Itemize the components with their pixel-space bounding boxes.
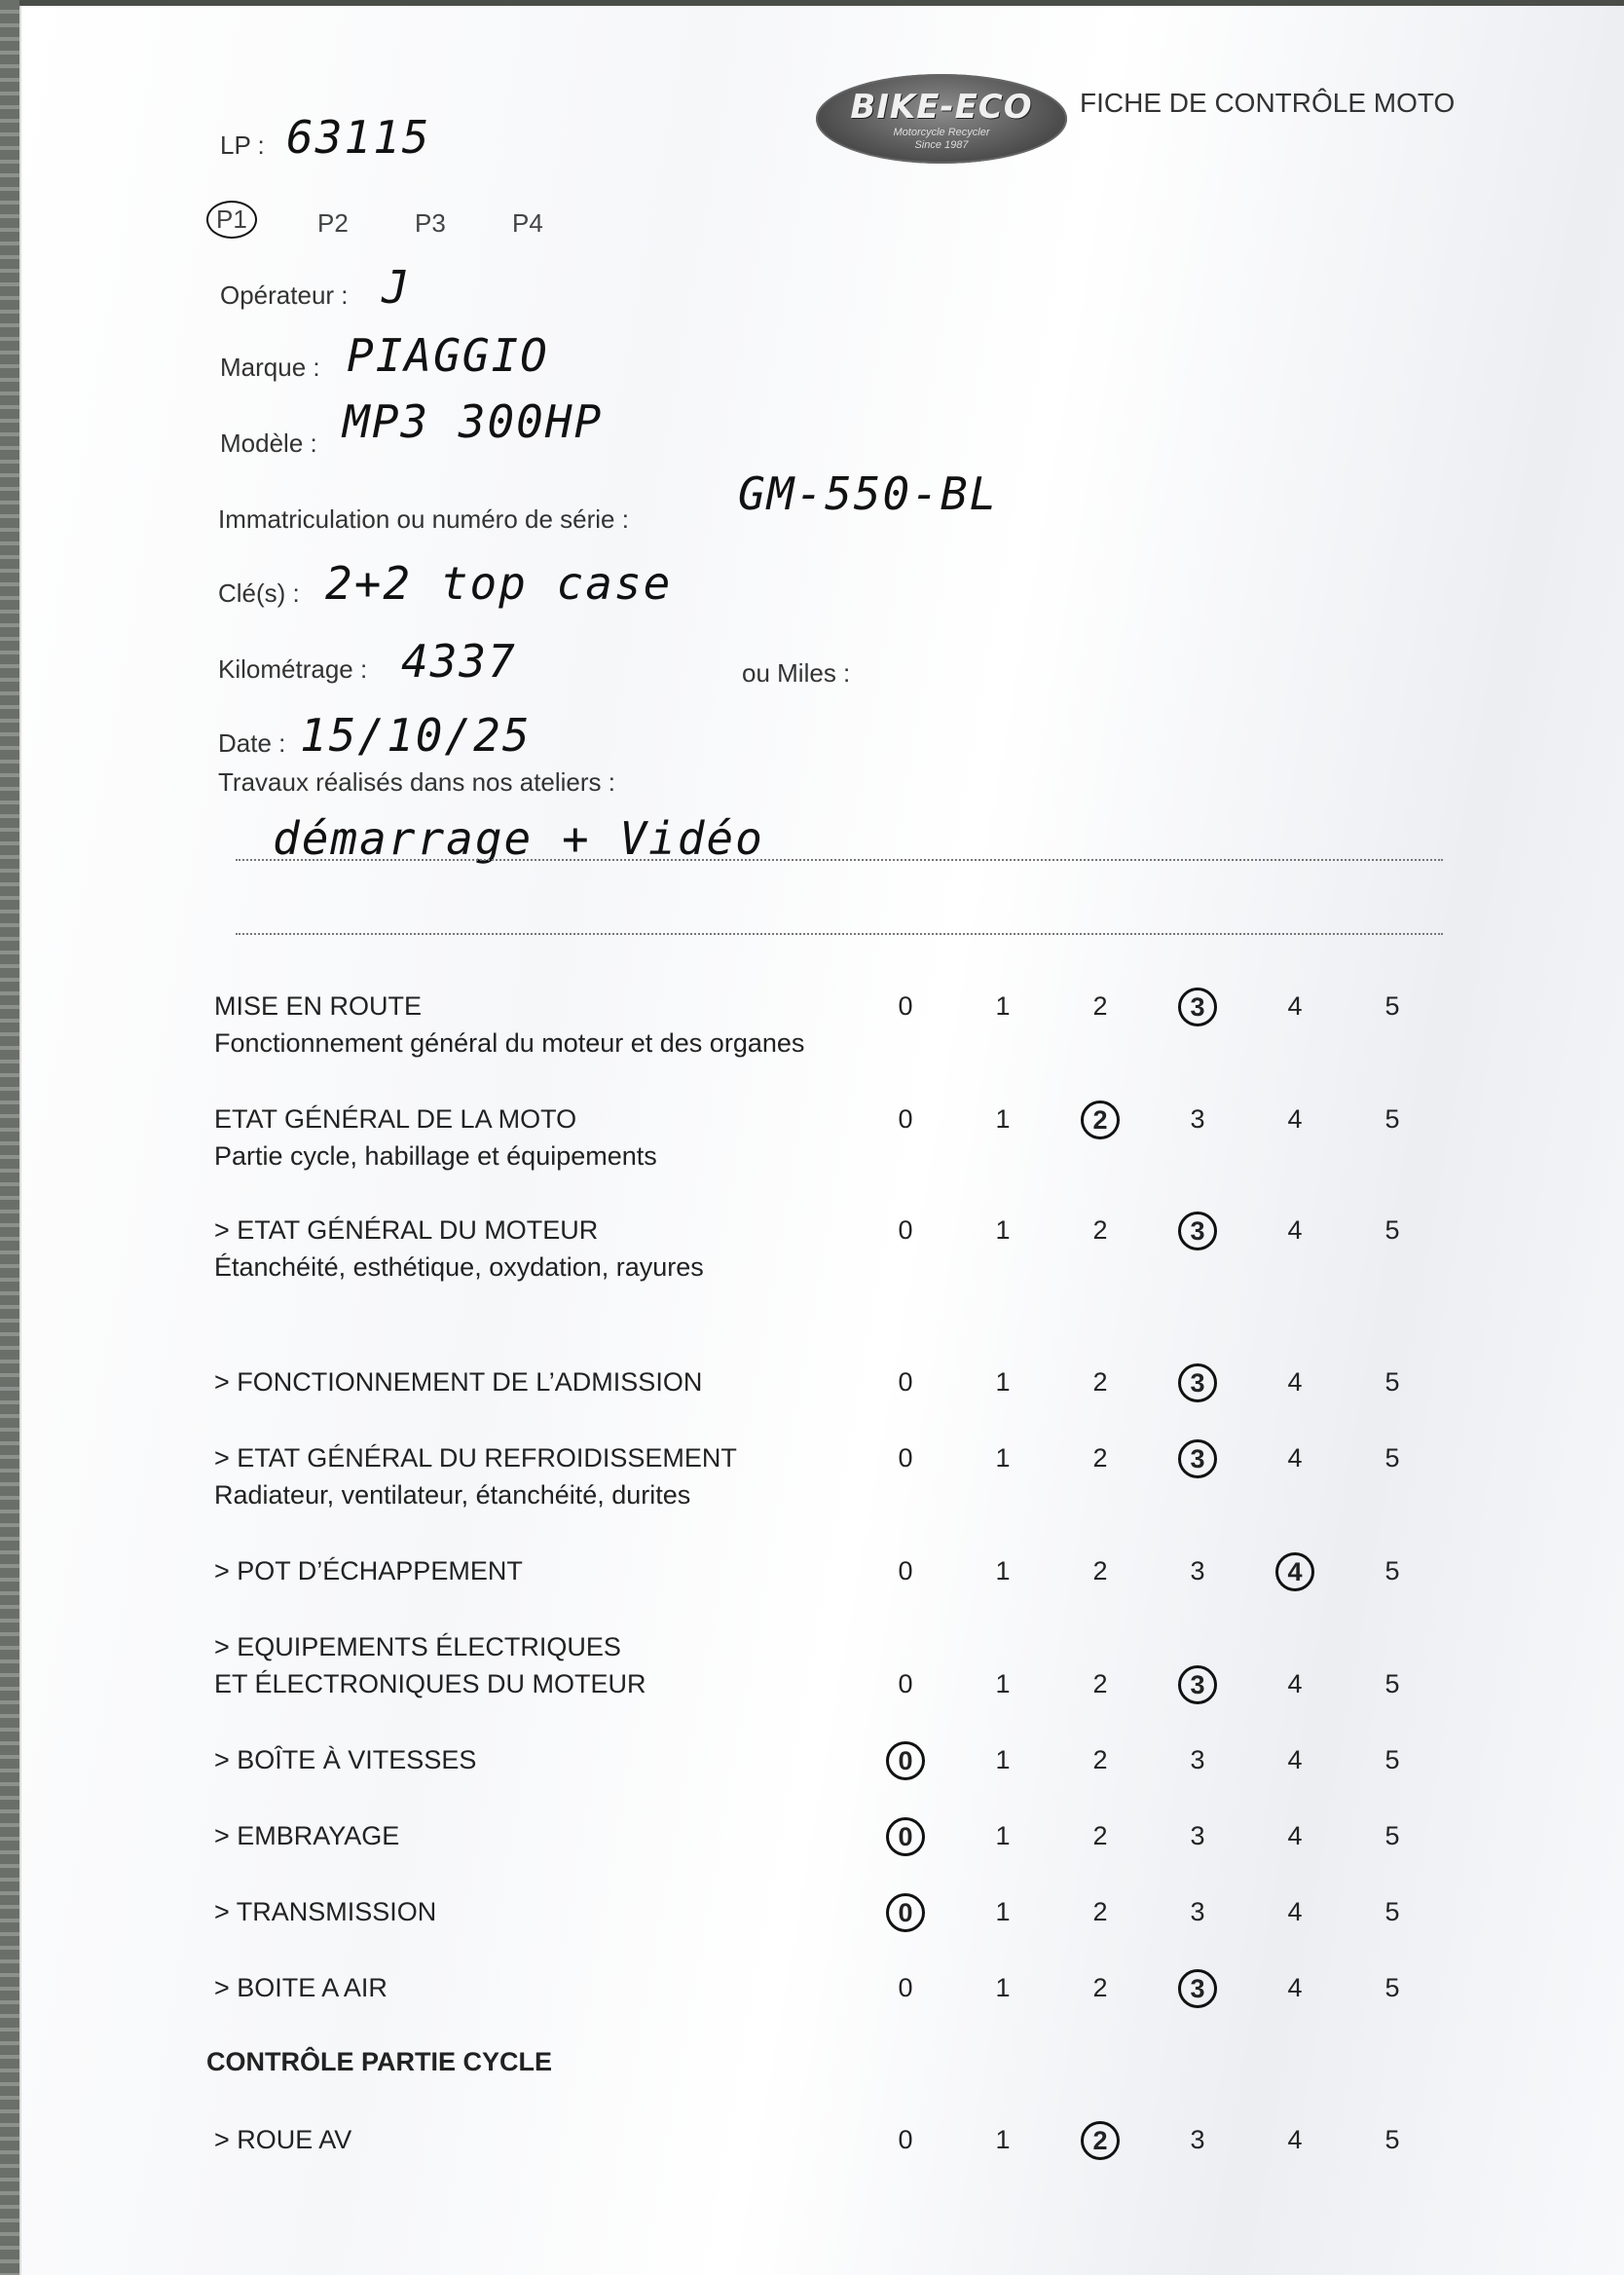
check-row-8-score-0-selected: 0	[886, 1741, 925, 1780]
check-row-8-title: > BOÎTE À VITESSES	[214, 1745, 477, 1774]
cycle-row-1-score-0: 0	[898, 2125, 913, 2154]
check-row-10-score-4: 4	[1287, 1897, 1303, 1926]
marque-label: Marque :	[220, 353, 320, 382]
check-row-3-score-1: 1	[995, 1215, 1011, 1245]
check-row-2-score-2-selected: 2	[1081, 1100, 1120, 1139]
check-row-3-score-0: 0	[898, 1215, 913, 1245]
check-row-1-score-5: 5	[1384, 991, 1400, 1021]
date-value: 15/10/25	[300, 709, 532, 762]
check-row-6-score-3: 3	[1190, 1556, 1205, 1585]
check-row-1-score-0: 0	[898, 991, 913, 1021]
check-row-1-score-3-selected: 3	[1178, 988, 1217, 1026]
kilometrage-label: Kilométrage :	[218, 654, 368, 684]
check-row-10-score-5: 5	[1384, 1897, 1400, 1926]
check-row-6-score-0: 0	[898, 1556, 913, 1585]
check-row-11-score-3-selected: 3	[1178, 1969, 1217, 2008]
check-row-10-score-2: 2	[1092, 1897, 1108, 1926]
check-row-5-score-2: 2	[1092, 1443, 1108, 1473]
cycle-row-1-score-3: 3	[1190, 2125, 1205, 2154]
check-row-2-score-1: 1	[995, 1104, 1011, 1134]
check-row-5-score-0: 0	[898, 1443, 913, 1473]
check-row-1-score-4: 4	[1287, 991, 1303, 1021]
check-row-9-title: > EMBRAYAGE	[214, 1821, 400, 1850]
check-row-1-score-2: 2	[1092, 991, 1108, 1021]
check-row-9-score-0-selected: 0	[886, 1817, 925, 1856]
cycle-row-1-score-4: 4	[1287, 2125, 1303, 2154]
cles-label: Clé(s) :	[218, 578, 300, 608]
check-row-5-title: > ETAT GÉNÉRAL DU REFROIDISSEMENT	[214, 1443, 737, 1473]
check-row-3-score-4: 4	[1287, 1215, 1303, 1245]
check-row-7-score-2: 2	[1092, 1669, 1108, 1698]
check-row-8-score-3: 3	[1190, 1745, 1205, 1774]
cycle-row-1-title: > ROUE AV	[214, 2125, 352, 2154]
check-row-7-subtitle: ET ÉLECTRONIQUES DU MOTEUR	[214, 1669, 646, 1698]
check-row-8-score-5: 5	[1384, 1745, 1400, 1774]
bike-eco-logo: BIKE-ECO Motorcycle Recycler Since 1987	[816, 74, 1067, 164]
check-row-3-score-5: 5	[1384, 1215, 1400, 1245]
check-row-11-score-0: 0	[898, 1973, 913, 2002]
check-row-7-score-1: 1	[995, 1669, 1011, 1698]
check-row-9-score-5: 5	[1384, 1821, 1400, 1850]
control-sheet	[19, 6, 1624, 2275]
position-p4: P4	[512, 208, 543, 238]
check-row-2-subtitle: Partie cycle, habillage et équipements	[214, 1141, 657, 1171]
check-row-9-score-2: 2	[1092, 1821, 1108, 1850]
check-row-10-score-1: 1	[995, 1897, 1011, 1926]
check-row-11-title: > BOITE A AIR	[214, 1973, 388, 2002]
check-row-9-score-3: 3	[1190, 1821, 1205, 1850]
date-label: Date :	[218, 728, 286, 758]
check-row-11-score-2: 2	[1092, 1973, 1108, 2002]
check-row-8-score-4: 4	[1287, 1745, 1303, 1774]
check-row-5-score-3-selected: 3	[1178, 1439, 1217, 1478]
operateur-value: J	[382, 261, 411, 314]
check-row-2-title: ETAT GÉNÉRAL DE LA MOTO	[214, 1104, 577, 1134]
check-row-7-score-5: 5	[1384, 1669, 1400, 1698]
check-row-1-score-1: 1	[995, 991, 1011, 1021]
immatriculation-value: GM-550-BL	[738, 467, 999, 520]
check-row-7-score-4: 4	[1287, 1669, 1303, 1698]
check-row-5-score-1: 1	[995, 1443, 1011, 1473]
check-row-3-score-2: 2	[1092, 1215, 1108, 1245]
check-row-11-score-5: 5	[1384, 1973, 1400, 2002]
check-row-7-title: > EQUIPEMENTS ÉLECTRIQUES	[214, 1632, 621, 1661]
modele-value: MP3 300HP	[343, 395, 604, 448]
lp-label: LP :	[220, 131, 265, 160]
check-row-6-score-2: 2	[1092, 1556, 1108, 1585]
check-row-4-score-2: 2	[1092, 1367, 1108, 1397]
operateur-label: Opérateur :	[220, 280, 349, 310]
check-row-6-score-4-selected: 4	[1275, 1552, 1314, 1591]
cycle-row-1-score-2-selected: 2	[1081, 2121, 1120, 2160]
marque-value: PIAGGIO	[347, 329, 549, 382]
position-p1: P1	[206, 201, 257, 239]
lp-value: 63115	[286, 111, 431, 164]
travaux-line-2	[236, 933, 1443, 935]
check-row-11-score-4: 4	[1287, 1973, 1303, 2002]
check-row-2-score-0: 0	[898, 1104, 913, 1134]
binder-edge	[0, 0, 19, 2275]
position-p3: P3	[415, 208, 446, 238]
check-row-7-score-3-selected: 3	[1178, 1665, 1217, 1704]
check-row-4-title: > FONCTIONNEMENT DE L’ADMISSION	[214, 1367, 703, 1397]
travaux-label: Travaux réalisés dans nos ateliers :	[218, 767, 616, 797]
travaux-value: démarrage + Vidéo	[273, 812, 764, 865]
check-row-6-score-5: 5	[1384, 1556, 1400, 1585]
check-row-4-score-5: 5	[1384, 1367, 1400, 1397]
travaux-line-1	[236, 859, 1443, 861]
check-row-5-score-5: 5	[1384, 1443, 1400, 1473]
cycle-row-1-score-5: 5	[1384, 2125, 1400, 2154]
check-row-4-score-4: 4	[1287, 1367, 1303, 1397]
check-row-6-title: > POT D’ÉCHAPPEMENT	[214, 1556, 523, 1585]
miles-label: ou Miles :	[742, 658, 851, 688]
check-row-3-score-3-selected: 3	[1178, 1212, 1217, 1250]
check-row-10-score-0-selected: 0	[886, 1893, 925, 1932]
check-row-2-score-4: 4	[1287, 1104, 1303, 1134]
check-row-9-score-4: 4	[1287, 1821, 1303, 1850]
check-row-4-score-1: 1	[995, 1367, 1011, 1397]
check-row-3-subtitle: Étanchéité, esthétique, oxydation, rayures	[214, 1252, 704, 1282]
modele-label: Modèle :	[220, 429, 317, 458]
check-row-1-title: MISE EN ROUTE	[214, 991, 423, 1021]
check-row-7-score-0: 0	[898, 1669, 913, 1698]
kilometrage-value: 4337	[401, 635, 517, 688]
check-row-4-score-0: 0	[898, 1367, 913, 1397]
check-row-3-title: > ETAT GÉNÉRAL DU MOTEUR	[214, 1215, 599, 1245]
check-row-8-score-1: 1	[995, 1745, 1011, 1774]
check-row-10-title: > TRANSMISSION	[214, 1897, 437, 1926]
cycle-row-1-score-1: 1	[995, 2125, 1011, 2154]
check-row-6-score-1: 1	[995, 1556, 1011, 1585]
check-row-5-score-4: 4	[1287, 1443, 1303, 1473]
check-row-4-score-3-selected: 3	[1178, 1363, 1217, 1402]
check-row-11-score-1: 1	[995, 1973, 1011, 2002]
check-row-1-subtitle: Fonctionnement général du moteur et des organes	[214, 1028, 805, 1058]
check-row-2-score-5: 5	[1384, 1104, 1400, 1134]
position-p2: P2	[317, 208, 349, 238]
check-row-9-score-1: 1	[995, 1821, 1011, 1850]
immatriculation-label: Immatriculation ou numéro de série :	[218, 504, 629, 534]
cles-value: 2+2 top case	[325, 557, 673, 610]
check-row-2-score-3: 3	[1190, 1104, 1205, 1134]
form-title: FICHE DE CONTRÔLE MOTO	[1080, 88, 1456, 118]
check-row-8-score-2: 2	[1092, 1745, 1108, 1774]
check-row-5-subtitle: Radiateur, ventilateur, étanchéité, durites	[214, 1480, 691, 1510]
check-row-10-score-3: 3	[1190, 1897, 1205, 1926]
section-partie-cycle: CONTRÔLE PARTIE CYCLE	[206, 2047, 553, 2076]
